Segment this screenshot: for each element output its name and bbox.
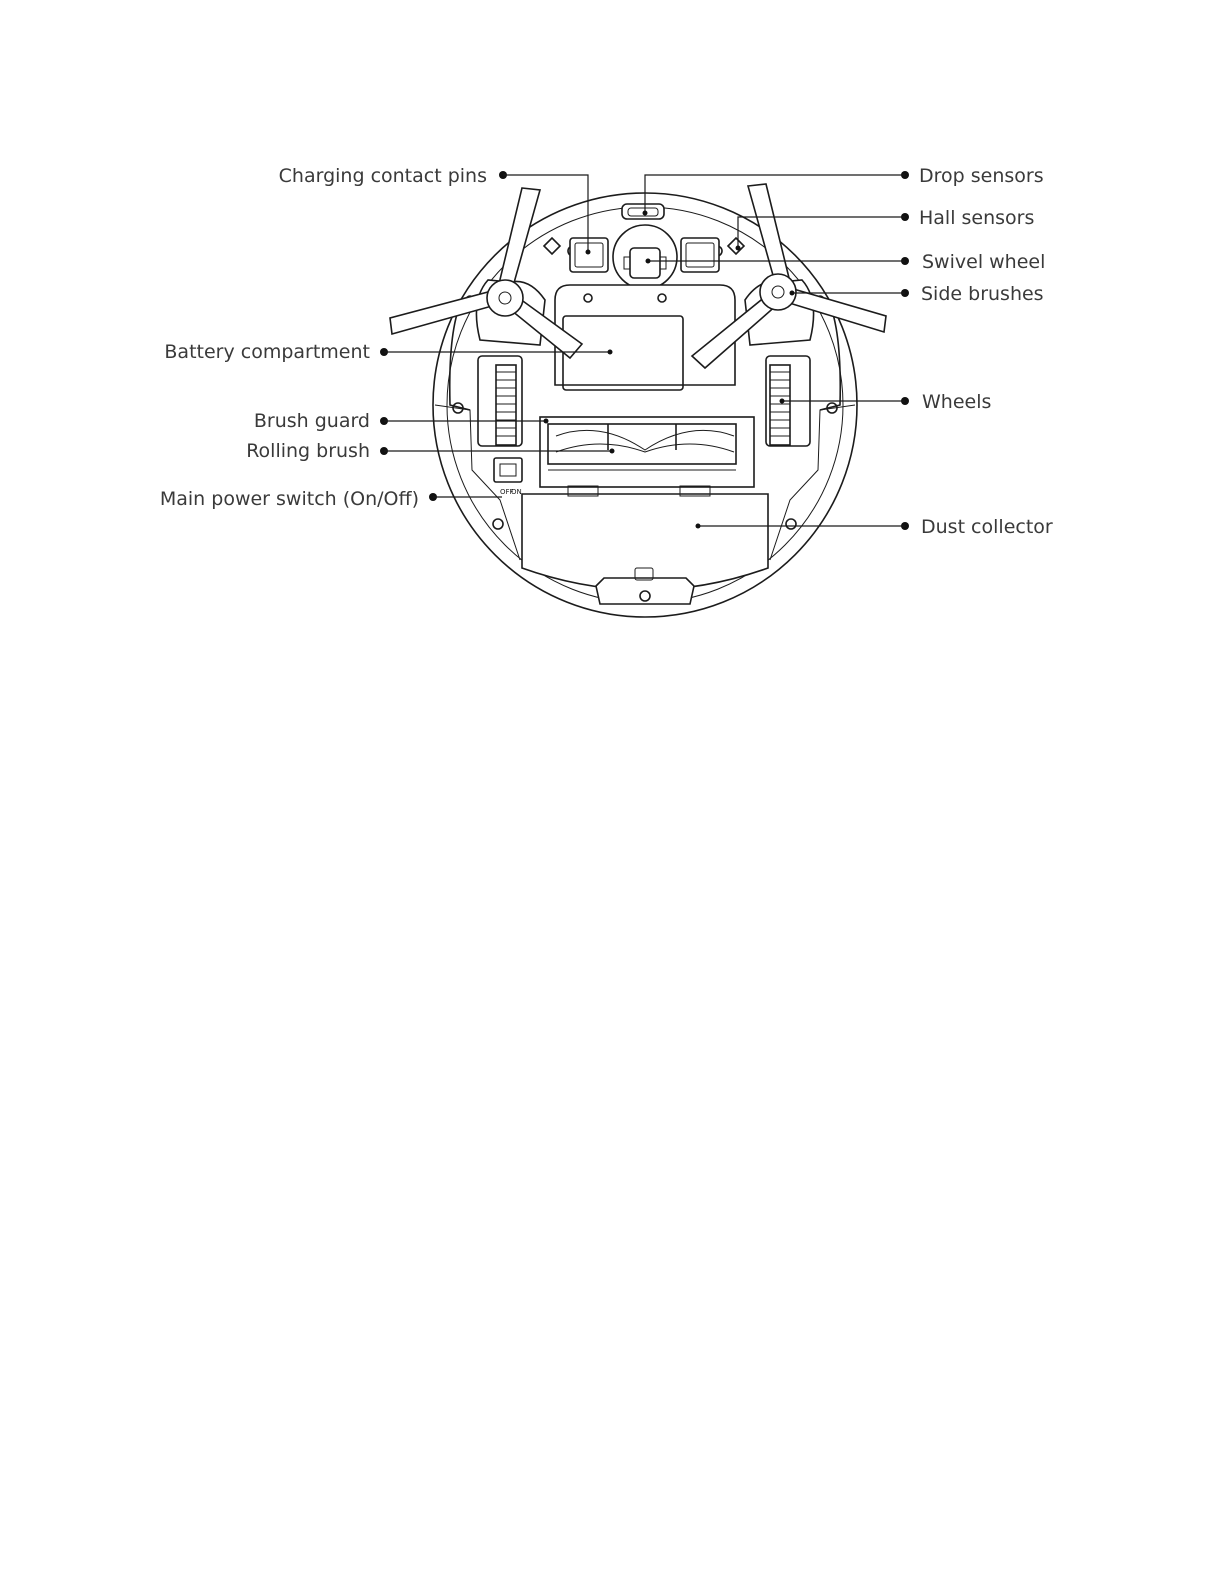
dust-collector-shape (522, 486, 768, 590)
label-charging-contact-pins: Charging contact pins (278, 165, 487, 187)
brush-guard-shape (540, 417, 754, 487)
battery-compartment-shape (555, 285, 735, 390)
label-swivel-wheel: Swivel wheel (922, 251, 1046, 273)
label-dust-collector: Dust collector (921, 516, 1053, 538)
main-power-switch-shape (494, 458, 522, 496)
robot-vacuum-underside-diagram (0, 0, 1225, 700)
switch-mark-on: ON (511, 488, 522, 496)
label-side-brushes: Side brushes (921, 283, 1044, 305)
label-drop-sensors: Drop sensors (919, 165, 1044, 187)
label-rolling-brush: Rolling brush (246, 440, 370, 462)
label-wheels: Wheels (922, 391, 992, 413)
label-main-power-switch: Main power switch (On/Off) (159, 488, 419, 510)
swivel-wheel-shape (613, 225, 677, 289)
switch-mark-off: OFF (500, 488, 514, 496)
label-battery-compartment: Battery compartment (164, 341, 370, 363)
label-brush-guard: Brush guard (253, 410, 370, 432)
label-hall-sensors: Hall sensors (919, 207, 1035, 229)
side-brush-right (692, 184, 886, 368)
wheel-left-shape (478, 356, 522, 446)
